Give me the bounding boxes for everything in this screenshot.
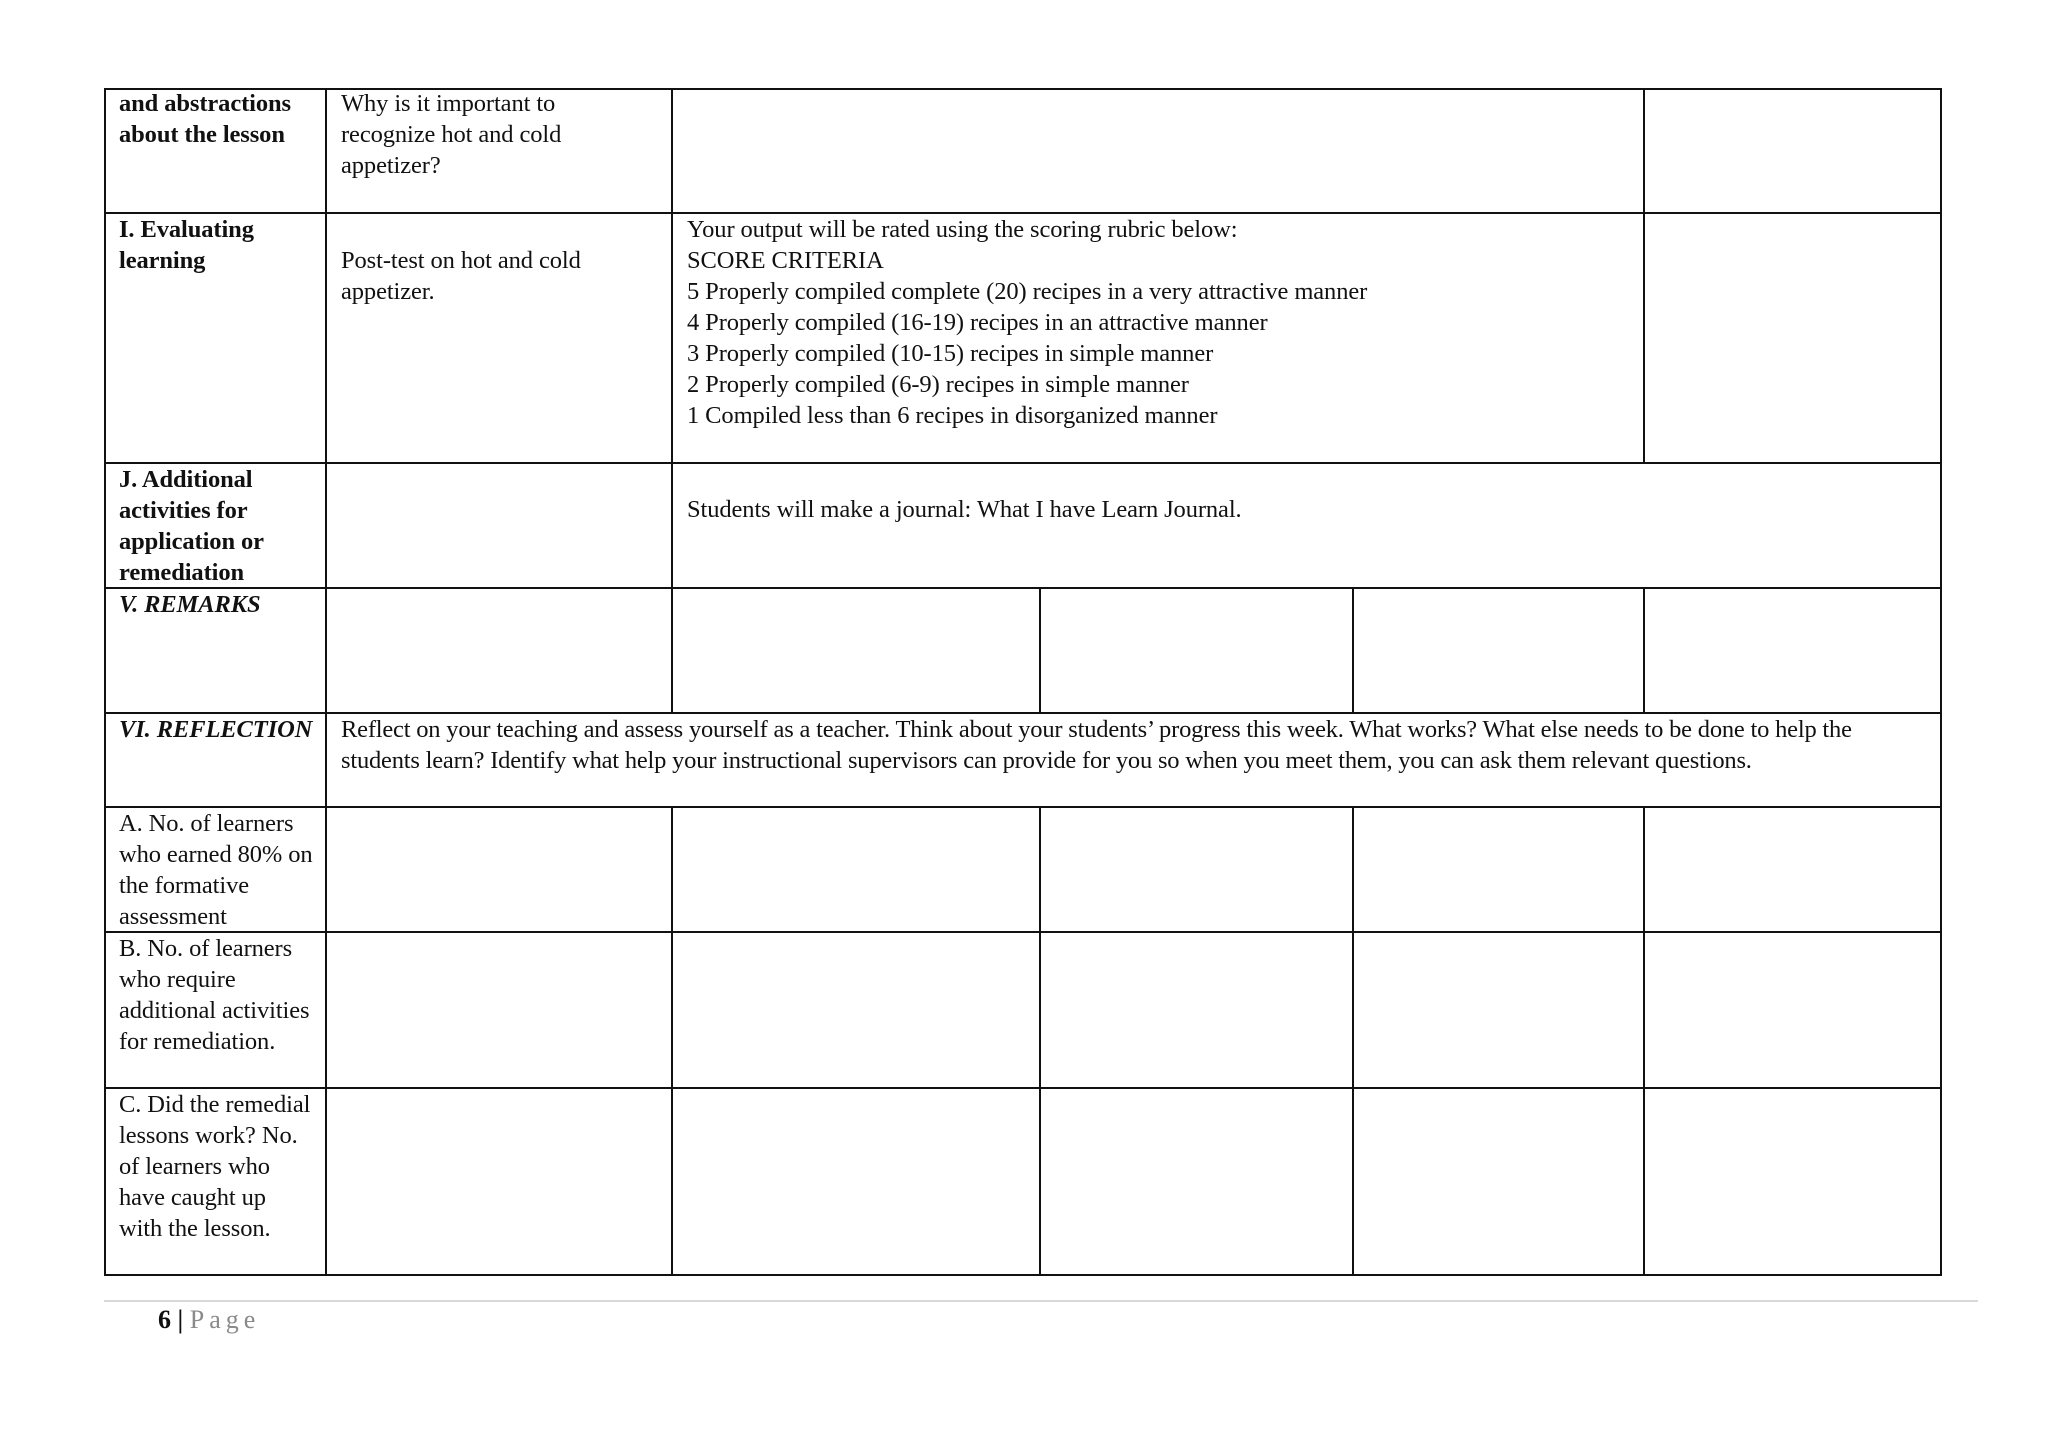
abstractions-label: and abstractions about the lesson (119, 90, 291, 148)
footer-separator: | (177, 1305, 184, 1334)
rubric-score-1: 1 Compiled less than 6 recipes in disorganized manner (687, 402, 1218, 429)
footer-rule (104, 1300, 1978, 1302)
additional-activities-label: J. Additional activities for application or remediation (119, 466, 264, 586)
additional-activities-content: Students will make a journal: What I have Learn Journal. (687, 496, 1242, 523)
reflection-content: Reflect on your teaching and assess yourself as a teacher. Think about your students’ progress this week. What works? What else needs to be done to help the students learn? Identify what help your instructional supervisors can provide for you so when you meet them, you can ask them relevant questions. (341, 716, 1852, 774)
rubric-score-5: 5 Properly compiled complete (20) recipes in a very attractive manner (687, 278, 1368, 305)
row-b-label: B. No. of learners who require additional activities for remediation. (119, 935, 310, 1055)
scoring-rubric (674, 214, 1642, 462)
page-footer (158, 1304, 260, 1336)
rubric-score-4: 4 Properly compiled (16-19) recipes in an attractive manner (687, 309, 1268, 336)
page-word: Page (189, 1305, 261, 1334)
evaluating-content: Post-test on hot and cold appetizer. (341, 247, 581, 305)
rubric-score-3: 3 Properly compiled (10-15) recipes in simple manner (687, 340, 1214, 367)
rubric-header: SCORE CRITERIA (687, 247, 884, 274)
rubric-intro: Your output will be rated using the scoring rubric below: (687, 216, 1238, 243)
remarks-label: V. REMARKS (119, 591, 261, 618)
evaluating-label: I. Evaluating learning (119, 216, 254, 274)
rubric-score-2: 2 Properly compiled (6-9) recipes in simple manner (687, 371, 1189, 398)
row-a-label: A. No. of learners who earned 80% on the formative assessment (119, 810, 313, 930)
reflection-label: VI. REFLECTION (119, 716, 313, 743)
abstractions-content: Why is it important to recognize hot and cold appetizer? (341, 90, 562, 179)
page-number: 6 (158, 1305, 171, 1334)
row-c-label: C. Did the remedial lessons work? No. of learners who have caught up with the lesson. (119, 1091, 311, 1242)
